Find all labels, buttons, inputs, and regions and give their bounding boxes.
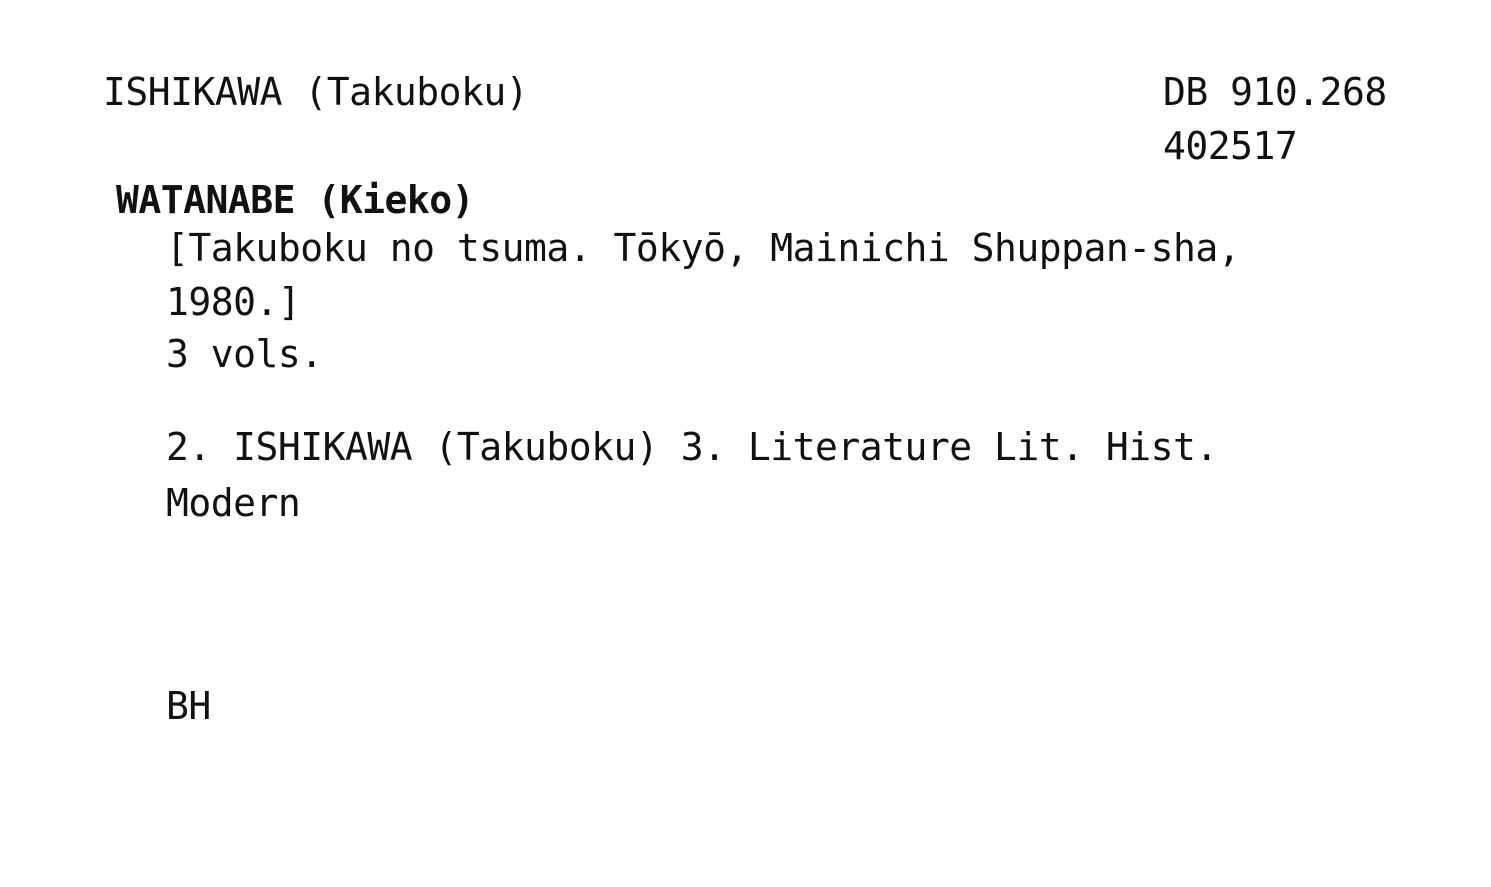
title-statement-line-1: [Takuboku no tsuma. Tōkyō, Mainichi Shuppan-sha, [166,226,1241,270]
physical-extent: 3 vols. [166,332,323,376]
subject-headings-line-2: Modern [166,481,301,525]
cataloger-initials: BH [166,684,211,728]
call-number: DB 910.268 [1163,70,1387,114]
subject-headings-line-1: 2. ISHIKAWA (Takuboku) 3. Literature Lit. Hist. [166,425,1218,469]
title-statement-line-2: 1980.] [166,280,301,324]
card-heading: ISHIKAWA (Takuboku) [103,70,529,114]
accession-number: 402517 [1163,124,1298,168]
author-entry: WATANABE (Kieko) [116,178,475,222]
